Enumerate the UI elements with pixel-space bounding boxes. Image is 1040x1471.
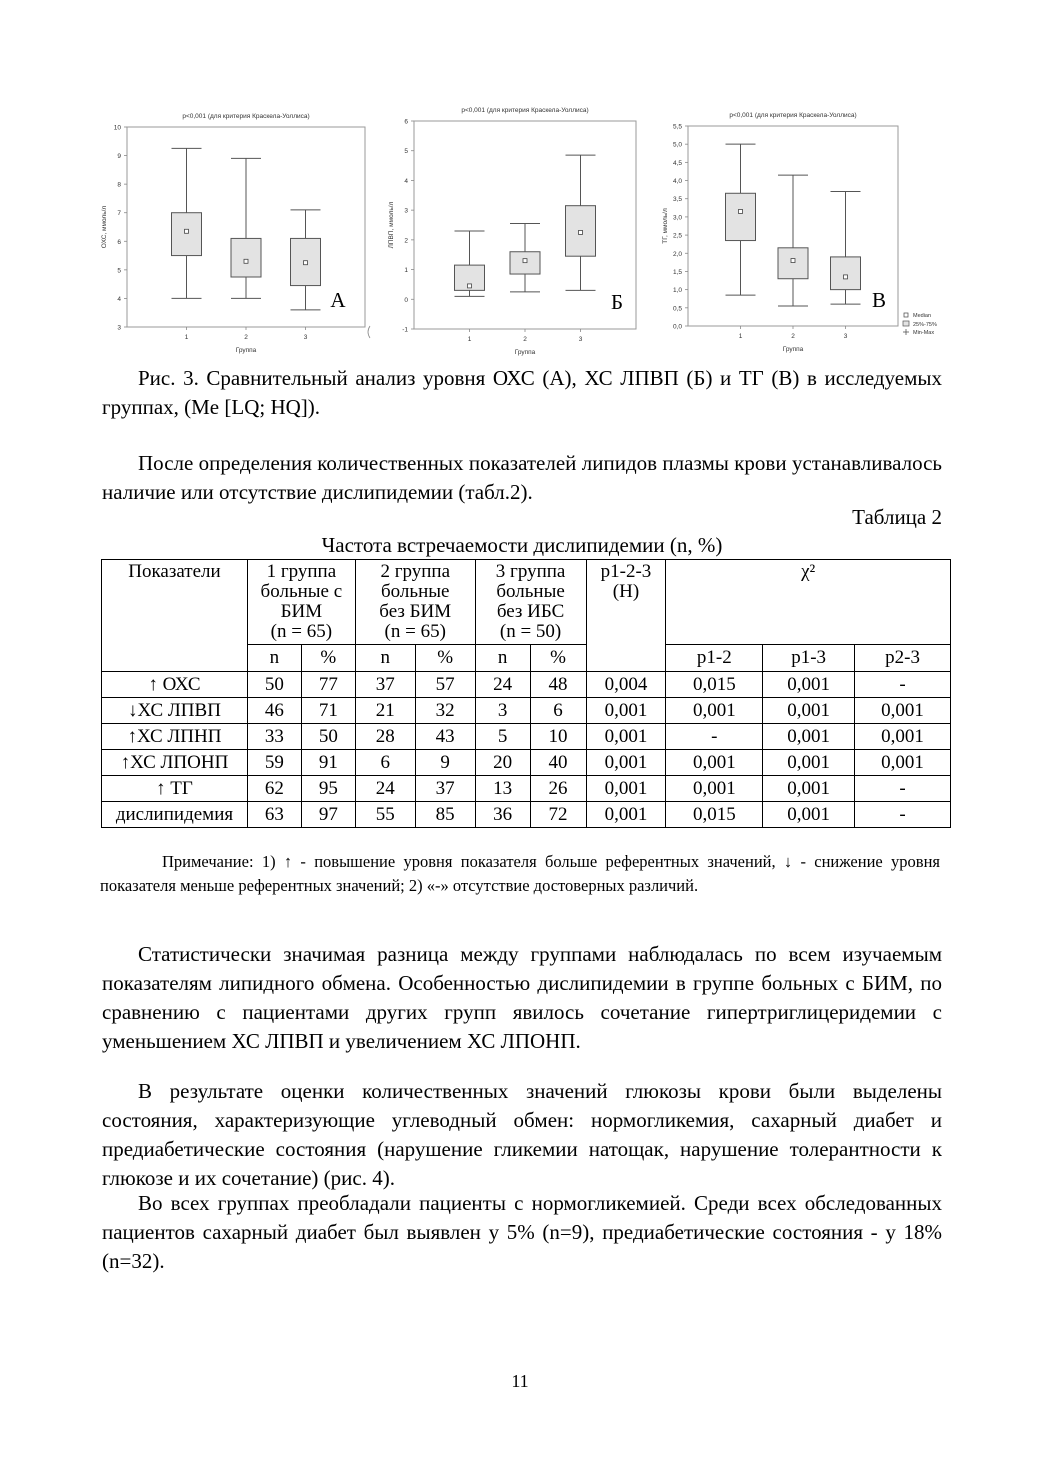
x-tick-label: 2: [523, 336, 527, 343]
iqr-box: [831, 257, 861, 290]
iqr-box: [726, 193, 756, 240]
header-group-2-line: 2 группа: [380, 561, 450, 582]
table-row: [102, 802, 951, 828]
header-group-2-line: без БИМ: [379, 601, 452, 622]
subheader-n: n: [475, 645, 530, 672]
y-tick-label: 9: [117, 153, 121, 161]
y-tick-label: 5,0: [672, 141, 682, 149]
y-tick-label: 3: [117, 324, 121, 332]
y-tick-label: 3,5: [672, 196, 682, 204]
table-cell: 37: [415, 776, 475, 802]
table-cell: 0,001: [666, 698, 763, 724]
y-tick-label: 8: [117, 181, 121, 189]
iqr-box: [231, 238, 261, 277]
table-cell: -: [855, 802, 951, 828]
table-cell: 55: [355, 802, 415, 828]
table-cell: 0,001: [666, 776, 763, 802]
x-tick-label: 2: [791, 333, 795, 340]
panel-letter: А: [330, 288, 346, 312]
row-indicator: ↑ХС ЛПОНП: [102, 750, 248, 776]
table-cell: 95: [301, 776, 355, 802]
y-tick-label: 6: [404, 118, 408, 126]
table-cell: 0,001: [763, 698, 855, 724]
table-cell: 46: [247, 698, 301, 724]
table-cell: 97: [301, 802, 355, 828]
legend-minmax-label: Min-Max: [913, 330, 935, 336]
row-indicator: ↑ ОХС: [102, 672, 248, 698]
y-tick-label: 3,0: [672, 214, 682, 222]
table-cell: 0,001: [763, 776, 855, 802]
table-cell: 0,001: [855, 750, 951, 776]
panel-title: p<0,001 (для критерия Краскела-Уоллиса): [182, 113, 310, 120]
table-cell: 0,015: [666, 802, 763, 828]
table-cell: 62: [247, 776, 301, 802]
panel-letter: В: [871, 288, 887, 312]
y-axis-label: ЛПВП, ммоль/л: [388, 201, 395, 249]
y-tick-label: 6: [117, 238, 121, 246]
table-cell: 9: [415, 750, 475, 776]
subheader-n: n: [247, 645, 301, 672]
table-cell: 0,001: [586, 724, 666, 750]
header-group-1-line: больные с: [260, 581, 343, 602]
dyslipidemia-table: [101, 559, 951, 828]
table-cell: 0,001: [855, 698, 951, 724]
y-tick-label: 0: [404, 296, 408, 304]
panel-title: p<0,001 (для критерия Краскела-Уоллиса): [729, 112, 857, 119]
table-cell: 85: [415, 802, 475, 828]
table-cell: 0,001: [763, 724, 855, 750]
table-cell: 50: [247, 672, 301, 698]
paragraph-2: Статистически значимая разница между группами наблюдалась по всем изучаемым показателям липидного обмена. Особенностью дислипидемии в группе больных с БИМ, по сравнению с пациентами других групп явилось сочетание гипертриглицеридемии с уменьшением ХС ЛПВП и увеличением ХС ЛПОНП.: [102, 942, 942, 1053]
header-group-1-line: БИМ: [280, 601, 323, 622]
x-tick-label: 2: [244, 334, 248, 341]
subheader-p23: р2-3: [855, 645, 951, 672]
y-tick-label: 3: [404, 207, 408, 215]
y-tick-label: 4: [117, 295, 121, 303]
y-tick-label: 1,0: [672, 287, 682, 295]
table-cell: 21: [355, 698, 415, 724]
x-tick-label: 1: [738, 333, 743, 340]
header-group-1-line: 1 группа: [266, 561, 337, 582]
paragraph-1: После определения количественных показателей липидов плазмы крови устанавливалось наличие или отсутствие дислипидемии (табл.2).: [102, 451, 942, 504]
y-tick-label: 4,0: [672, 178, 682, 186]
y-tick-label: 0,0: [672, 323, 682, 331]
median-marker: [739, 209, 743, 213]
table-row: [102, 776, 951, 802]
panel-letter: Б: [610, 290, 624, 314]
table-cell: 0,001: [666, 750, 763, 776]
header-group-3-line: без ИБС: [496, 601, 565, 622]
subheader-pct: %: [301, 645, 355, 672]
header-group-1: [247, 560, 355, 645]
median-marker: [579, 230, 583, 234]
header-group-2-line: (n = 65): [384, 621, 446, 642]
header-p123-line: (H): [612, 581, 640, 602]
header-group-2: [355, 560, 475, 645]
header-group-2-line: больные: [381, 581, 450, 602]
header-group-3-line: больные: [496, 581, 565, 602]
subheader-pct: %: [530, 645, 586, 672]
figure-svg: [100, 100, 950, 358]
y-axis-label: ТГ, ммоль/л: [662, 208, 669, 244]
legend-iqr-swatch: [903, 321, 909, 326]
median-marker: [844, 275, 848, 279]
median-marker: [244, 259, 248, 263]
x-axis-label: Группа: [235, 347, 257, 354]
header-group-1-line: (n = 65): [270, 621, 333, 642]
table-cell: 0,015: [666, 672, 763, 698]
table-row: [102, 698, 951, 724]
table-cell: 91: [301, 750, 355, 776]
row-indicator: ↓ХС ЛПВП: [102, 698, 248, 724]
y-tick-label: 5: [404, 148, 408, 156]
table-cell: 71: [301, 698, 355, 724]
subheader-p13: р1-3: [763, 645, 855, 672]
row-indicator: ↑ ТГ: [102, 776, 248, 802]
iqr-box: [778, 248, 808, 279]
table-cell: 37: [355, 672, 415, 698]
header-group-3-line: (n = 50): [499, 621, 562, 642]
table-cell: 72: [530, 802, 586, 828]
table-cell: 59: [247, 750, 301, 776]
table-cell: 0,001: [586, 750, 666, 776]
table-cell: 48: [530, 672, 586, 698]
table-cell: 20: [475, 750, 530, 776]
page-number: 11: [511, 1371, 529, 1391]
table-cell: -: [666, 724, 763, 750]
table-cell: 0,004: [586, 672, 666, 698]
table-row: [102, 724, 951, 750]
legend-median-label: Median: [913, 313, 932, 319]
table-header-row: [102, 560, 951, 645]
table-cell: 0,001: [586, 776, 666, 802]
table-cell: 77: [301, 672, 355, 698]
subheader-n: n: [355, 645, 415, 672]
x-tick-label: 3: [303, 334, 308, 341]
y-tick-label: 2: [404, 237, 408, 245]
y-tick-label: 1: [404, 267, 408, 275]
y-tick-label: 2,0: [672, 250, 682, 258]
table-title: Частота встречаемости дислипидемии (n, %): [321, 533, 723, 557]
header-p123: [586, 560, 666, 672]
table-note: Примечание: 1) ↑ - повышение уровня показателя больше референтных значений, ↓ - снижение уровня показателя меньше референтных значений; 2) «-» отсутствие достоверных различий.: [100, 852, 940, 895]
x-tick-label: 3: [578, 336, 583, 343]
table-cell: 32: [415, 698, 475, 724]
row-indicator: дислипидемия: [102, 802, 248, 828]
panel-title: p<0,001 (для критерия Краскела-Уоллиса): [461, 107, 589, 114]
legend-iqr-label: 25%-75%: [913, 322, 937, 328]
y-tick-label: 4,5: [672, 159, 682, 167]
iqr-box: [172, 213, 202, 256]
x-tick-label: 1: [467, 336, 472, 343]
y-tick-label: 5: [117, 267, 121, 275]
header-p123-line: р1-2-3: [600, 561, 652, 582]
table-cell: 0,001: [586, 698, 666, 724]
table-cell: 24: [475, 672, 530, 698]
table-cell: 24: [355, 776, 415, 802]
y-tick-label: 2,5: [672, 232, 682, 240]
y-tick-label: -1: [402, 326, 408, 334]
table-cell: 28: [355, 724, 415, 750]
table-number: Таблица 2: [852, 505, 942, 529]
table-body: [102, 672, 951, 828]
table-cell: 6: [530, 698, 586, 724]
legend-median-swatch: [904, 313, 908, 317]
median-marker: [185, 229, 189, 233]
y-tick-label: 10: [113, 124, 121, 132]
table-cell: 50: [301, 724, 355, 750]
y-tick-label: 7: [117, 210, 121, 218]
y-tick-label: 1,5: [672, 268, 682, 276]
table-cell: -: [855, 672, 951, 698]
table-cell: 33: [247, 724, 301, 750]
table-row: [102, 672, 951, 698]
median-marker: [304, 261, 308, 265]
header-indicators: Показатели: [102, 560, 248, 672]
table-cell: 43: [415, 724, 475, 750]
header-group-3: [475, 560, 586, 645]
figure-3: [100, 100, 950, 358]
table-cell: 3: [475, 698, 530, 724]
paragraph-3: В результате оценки количественных значений глюкозы крови были выделены состояния, характеризующие углеводный обмен: нормогликемия, сахарный диабет и предиабетические состояния (нарушение гликемии натощак, нарушение толерантности к глюкозе и их сочетание) (рис. 4).: [102, 1079, 942, 1190]
table-cell: 0,001: [763, 802, 855, 828]
paragraph-4: Во всех группах преобладали пациенты с нормогликемией. Среди всех обследованных пациентов сахарный диабет был выявлен у 5% (n=9), предиабетические состояния - у 18% (n=32).: [102, 1191, 942, 1273]
figure-caption: Рис. 3. Сравнительный анализ уровня ОХС (А), ХС ЛПВП (Б) и ТГ (В) в исследуемых группах, (Me [LQ; HQ]).: [102, 366, 942, 419]
y-tick-label: 5,5: [672, 123, 682, 131]
x-tick-label: 1: [184, 334, 189, 341]
row-indicator: ↑ХС ЛПНП: [102, 724, 248, 750]
table-cell: 0,001: [855, 724, 951, 750]
stray-mark: [368, 326, 370, 338]
table-cell: 63: [247, 802, 301, 828]
table-cell: 13: [475, 776, 530, 802]
median-marker: [523, 259, 527, 263]
table-cell: 40: [530, 750, 586, 776]
median-marker: [791, 259, 795, 263]
table-cell: 0,001: [763, 672, 855, 698]
subheader-p12: р1-2: [666, 645, 763, 672]
subheader-pct: %: [415, 645, 475, 672]
table-row: [102, 750, 951, 776]
y-tick-label: 0,5: [672, 305, 682, 313]
table-cell: 26: [530, 776, 586, 802]
table-cell: -: [855, 776, 951, 802]
y-axis-label: ОХС, ммоль/л: [101, 205, 108, 249]
x-axis-label: Группа: [782, 346, 804, 353]
table-cell: 6: [355, 750, 415, 776]
median-marker: [468, 284, 472, 288]
table-cell: 5: [475, 724, 530, 750]
table-cell: 36: [475, 802, 530, 828]
table-cell: 0,001: [763, 750, 855, 776]
table-cell: 57: [415, 672, 475, 698]
table-cell: 10: [530, 724, 586, 750]
table-cell: 0,001: [586, 802, 666, 828]
x-axis-label: Группа: [514, 349, 536, 356]
x-tick-label: 3: [843, 333, 848, 340]
header-chi-square: χ²: [666, 560, 951, 645]
header-group-3-line: 3 группа: [495, 561, 566, 582]
y-tick-label: 4: [404, 177, 408, 185]
